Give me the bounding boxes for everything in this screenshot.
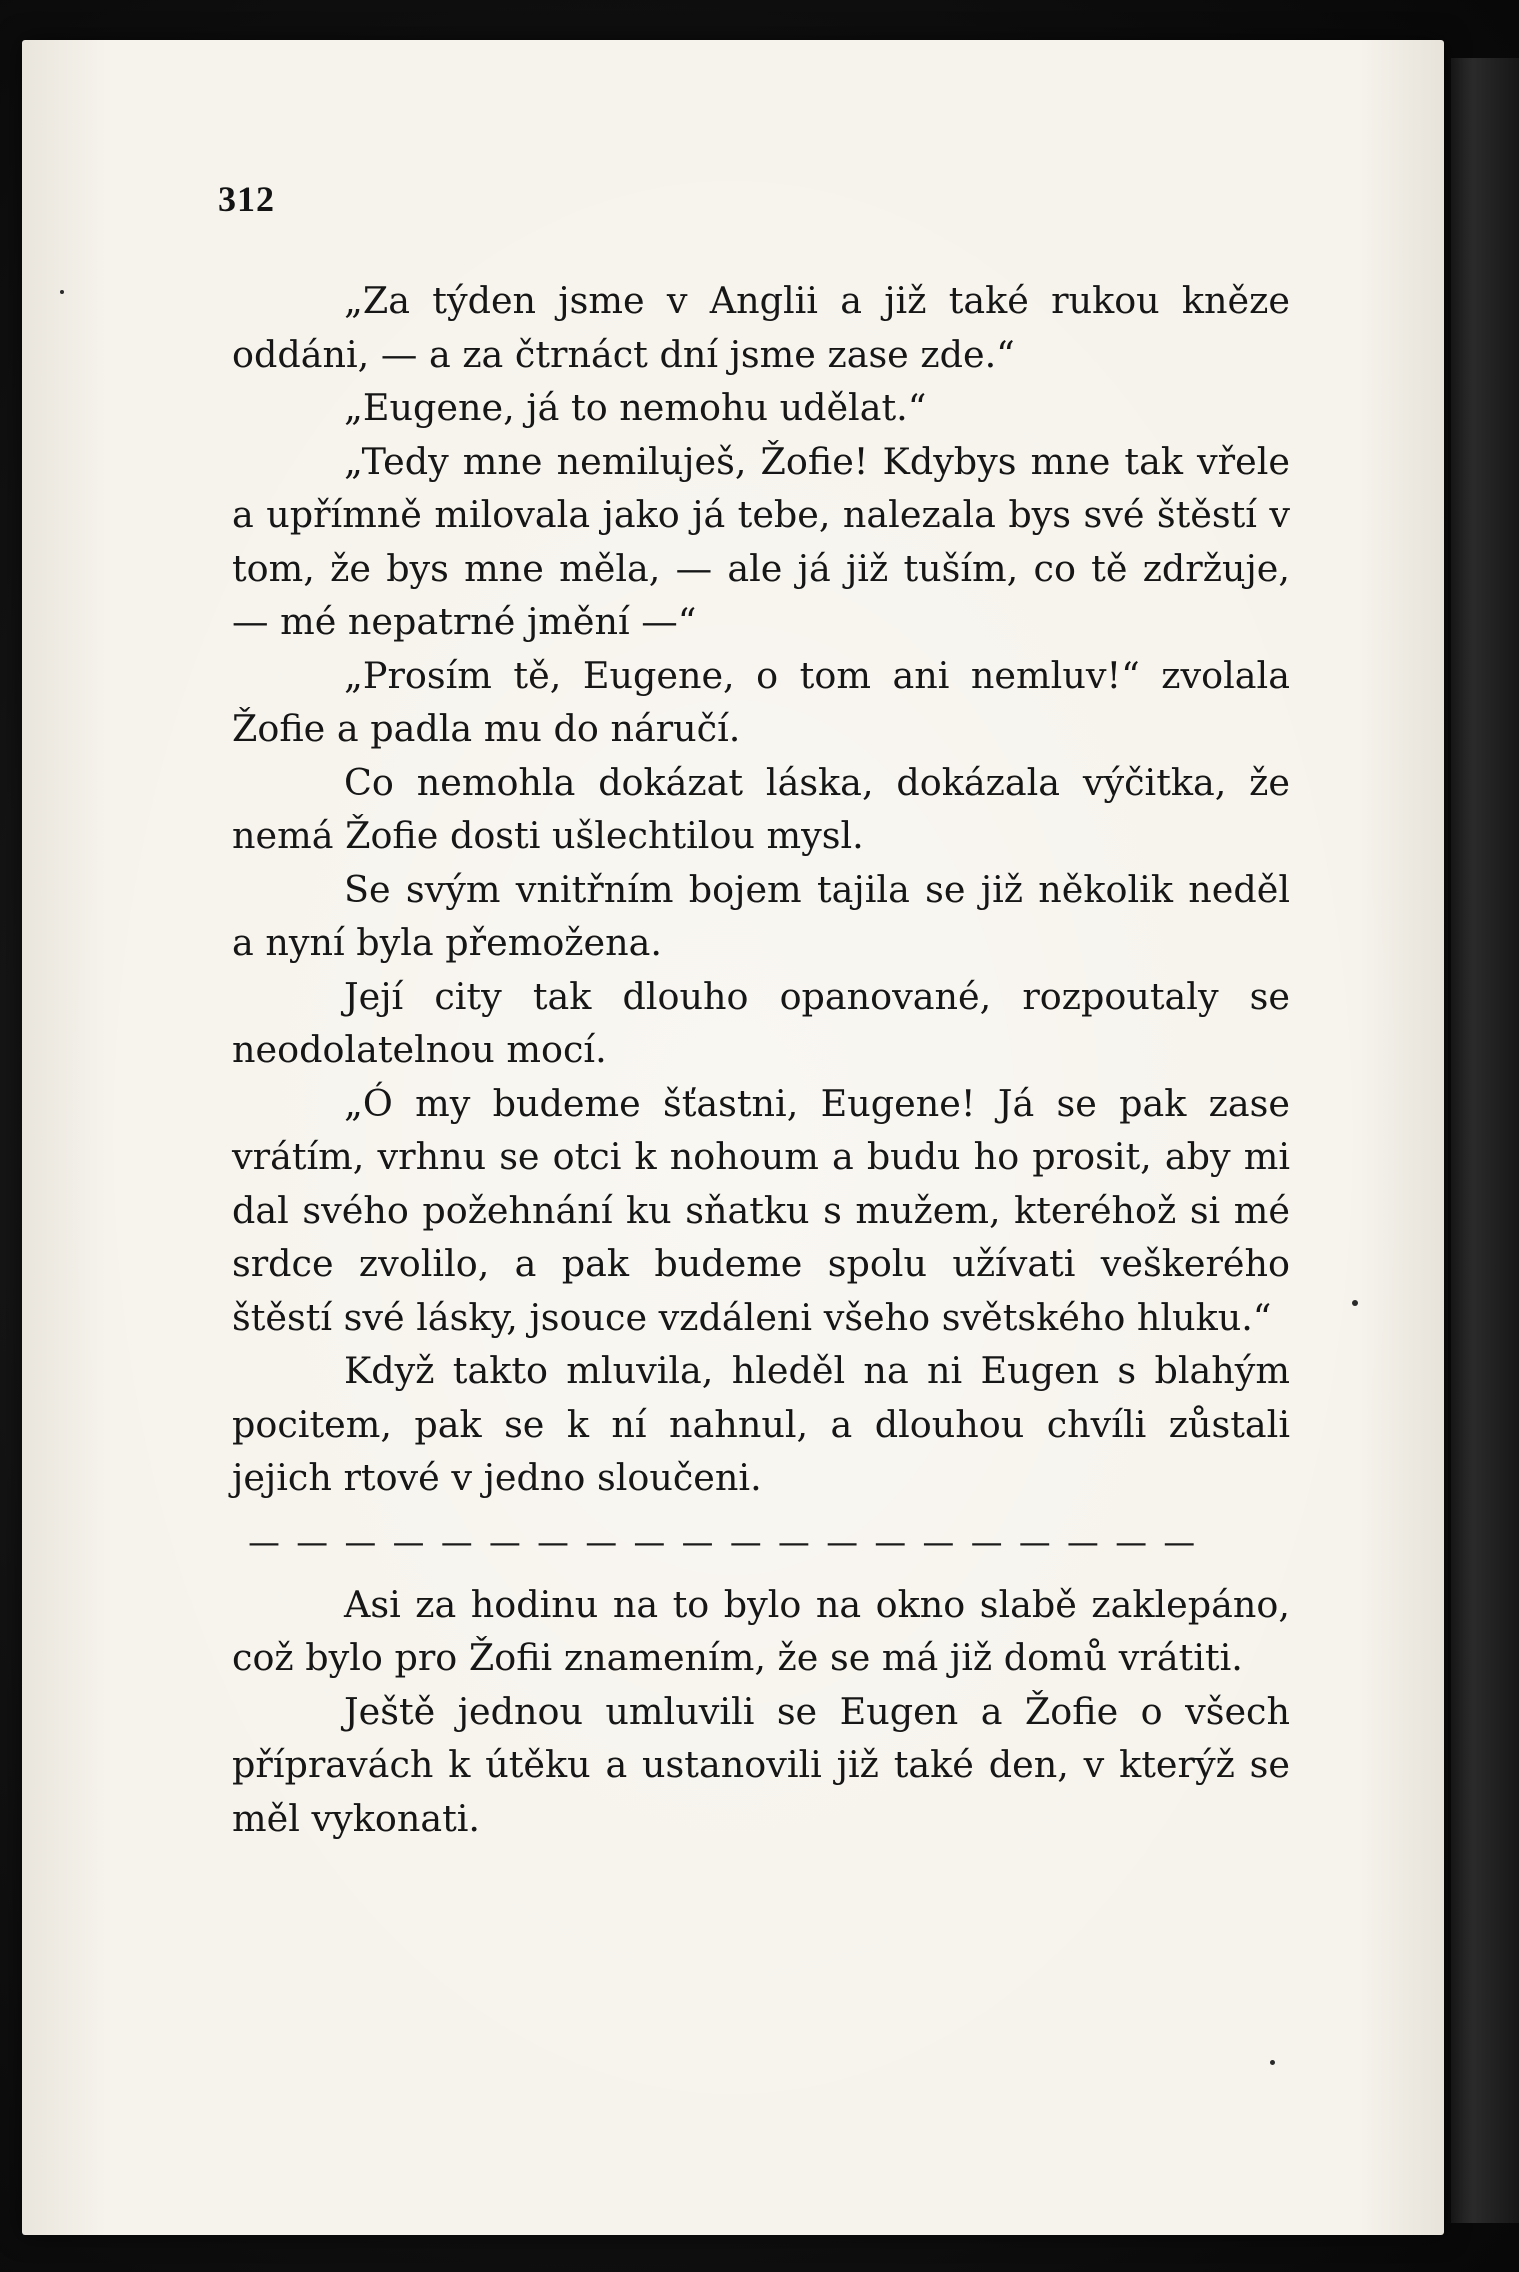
next-page-edge: [1448, 58, 1519, 2223]
page-number: 312: [218, 179, 275, 219]
paragraph: Když takto mluvila, hleděl na ni Eugen s blahým pocitem, pak se k ní nahnul, a dlouhou chvíli zůstali jejich rtové v jedno sloučeni.: [232, 1349, 1290, 1499]
paragraph: „Ó my budeme šťastni, Eugene! Já se pak zase vrátím, vrhnu se otci k nohoum a budu ho prosit, aby mi dal svého požehnání ku sňatku s mužem, kteréhož si mé srdce zvolilo, a pak budeme spolu užívati veškerého štěstí své lásky, jsouce vzdáleni všeho světského hluku.“: [232, 1081, 1290, 1339]
scan-speck: [1352, 1300, 1358, 1306]
paragraph: Ještě jednou umluvili se Eugen a Žofie o všech přípravách k útěku a ustanovili již také den, v kterýž se měl vykonati.: [232, 1689, 1290, 1840]
scan-speck: [60, 290, 64, 294]
paragraph: „Prosím tě, Eugene, o tom ani nemluv!“ zvolala Žofie a padla mu do náručí.: [232, 653, 1290, 750]
paragraph: Asi za hodinu na to bylo na okno slabě zaklepáno, což bylo pro Žofii znamením, že se má již domů vrátiti.: [232, 1582, 1290, 1679]
page-body: [232, 274, 1290, 1845]
paragraph: Její city tak dlouho opanované, rozpoutaly se neodolatelnou mocí.: [232, 974, 1290, 1071]
section-separator: — — — — — — — — — — — — — — — — — — — —: [248, 1529, 1199, 1554]
paragraph: Co nemohla dokázat láska, dokázala výčitka, že nemá Žofie dosti ušlechtilou mysl.: [232, 760, 1290, 857]
paragraph: „Eugene, já to nemohu udělat.“: [344, 386, 927, 429]
paragraph: „Tedy mne nemiluješ, Žofie! Kdybys mne tak vřele a upřímně milovala jako já tebe, nalezala bys své štěstí v tom, že bys mne měla, — ale já již tuším, co tě zdržuje, — mé nepatrné jmění —“: [232, 439, 1290, 643]
paragraph: Se svým vnitřním bojem tajila se již několik neděl a nyní byla přemožena.: [232, 867, 1290, 964]
paragraph: „Za týden jsme v Anglii a již také rukou kněze oddáni, — a za čtrnáct dní jsme zase zde.“: [232, 279, 1290, 376]
scan-speck: [1270, 2060, 1275, 2065]
